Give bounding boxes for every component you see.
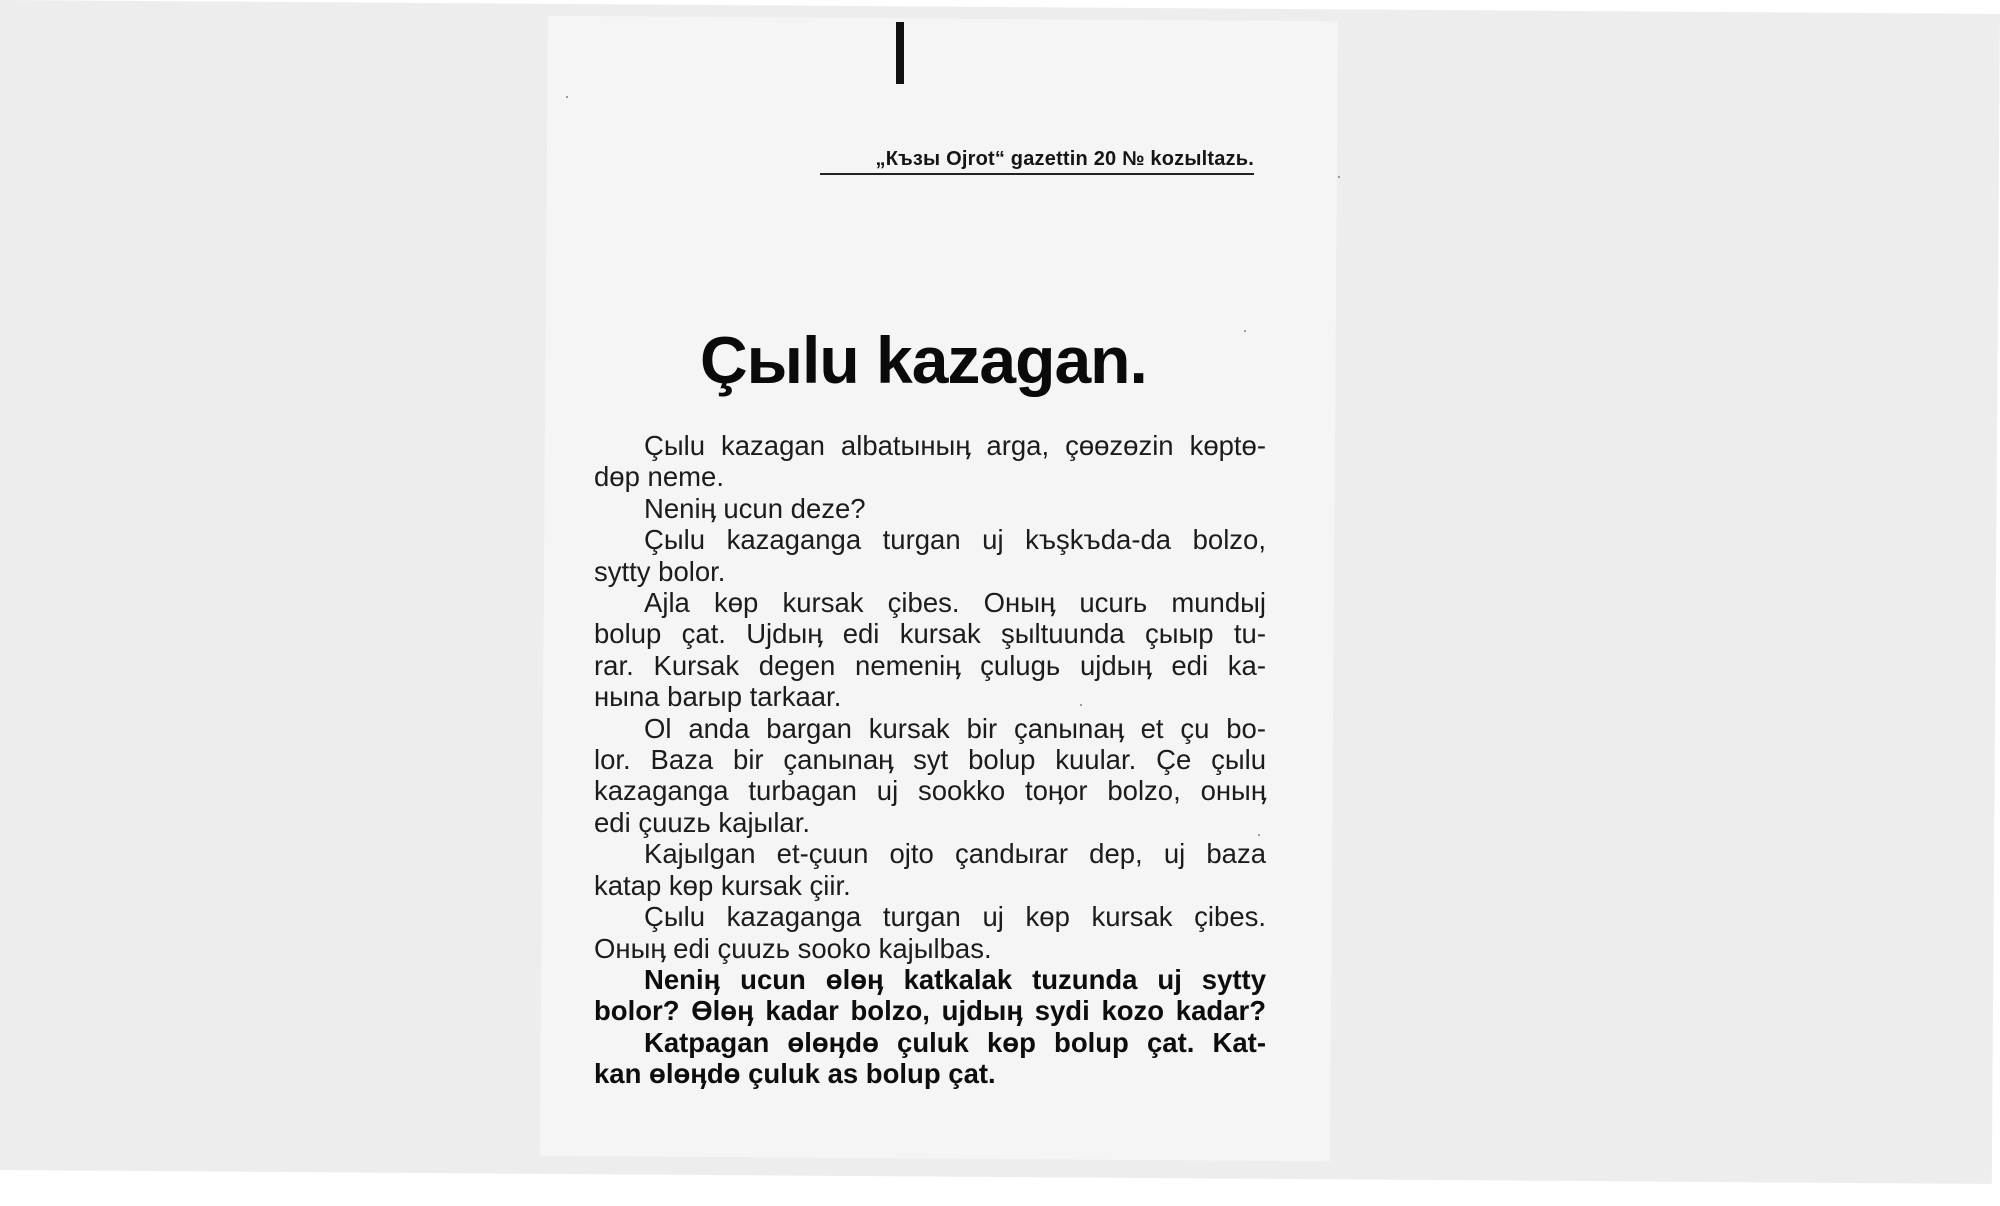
body-line: edi çuuzь kajыlar.	[594, 806, 810, 838]
body-line: Neniӊ ucun deze?	[644, 492, 866, 524]
body-line: ныna barыp tarkaar.	[594, 681, 842, 713]
body-line: Çыlu kazagan albatыныӊ arga, çөөzөzin kөptө-	[644, 430, 1266, 461]
body-line: kazaganga turbagan uj sookko toӊor bolzo, oныӊ	[594, 775, 1266, 807]
body-line: Neniӊ ucun өlөӊ katkalak tuzunda uj sytty	[644, 963, 1266, 995]
body-line: Katpagan өlөӊdө çuluk kөp bolup çat. Kat-	[644, 1026, 1266, 1058]
body-line: Çыlu kazaganga turgan uj kъşkъda-da bolzo,	[644, 524, 1266, 556]
registration-mark	[896, 22, 904, 84]
scan-speck	[1244, 330, 1246, 332]
body-line: Kajыlgan et-çuun ojto çandыrar dep, uj baza	[644, 838, 1266, 870]
scan-speck	[1258, 834, 1260, 836]
article-title: Çыlu kazagan.	[700, 323, 1147, 397]
scan-speck	[1080, 704, 1082, 706]
newspaper-supplement-header: „Къзы Ojrot“ gazettin 20 № kozыltazь.	[820, 148, 1254, 175]
body-line: Ajla kөp kursak çibes. Oныӊ ucurь mundыj	[644, 587, 1266, 619]
article-body	[594, 430, 1266, 1090]
body-line: bolup çat. Ujdыӊ edi kursak şыltuunda çыыр tu-	[594, 618, 1266, 650]
body-line: Ol anda bargan kursak bir çanыnaӊ et çu bo-	[644, 712, 1266, 744]
body-line: sytty bolor.	[594, 555, 726, 587]
body-line: rar. Kursak degen nemeniӊ çulugь ujdыӊ edi ka-	[594, 649, 1266, 681]
scan-speck	[1338, 176, 1340, 178]
body-line: dөp neme.	[594, 461, 724, 493]
body-line: Oныӊ edi çuuzь sooko kajыlbas.	[594, 932, 992, 964]
body-line: lor. Baza bir çanыnaӊ syt bolup kuular. Çe çыlu	[594, 744, 1266, 776]
body-line: kan өlөӊdө çuluk as bolup çat.	[594, 1058, 996, 1090]
scan-speck	[566, 96, 568, 98]
body-line: Çыlu kazaganga turgan uj kөp kursak çibes.	[644, 901, 1266, 933]
body-line: bolor? Өlөӊ kadar bolzo, ujdыӊ sydi kozo kadar?	[594, 995, 1266, 1027]
body-line: katap kөp kursak çiir.	[594, 869, 851, 901]
